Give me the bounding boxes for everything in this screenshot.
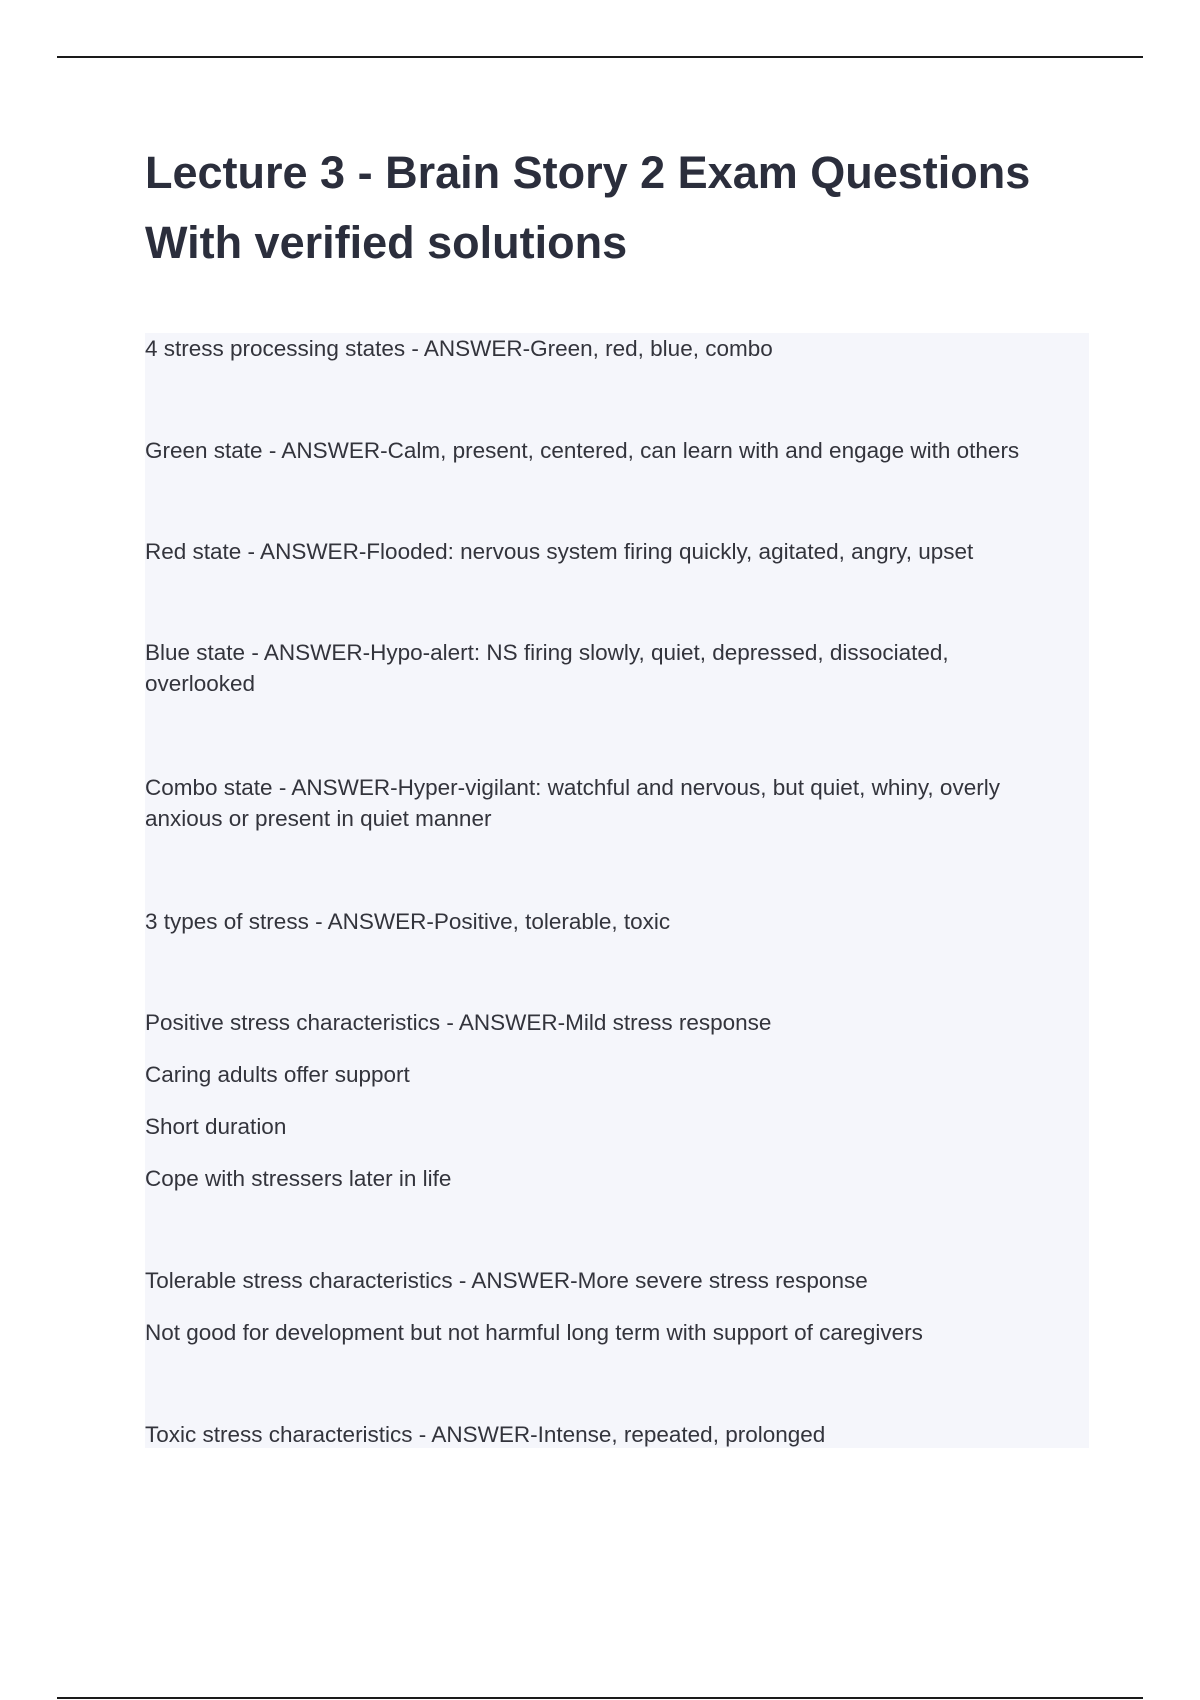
qa-item-types-of-stress bbox=[145, 906, 1089, 937]
qa-text: Combo state - ANSWER-Hyper-vigilant: watchful and nervous, but quiet, whiny, overly bbox=[145, 775, 1000, 800]
top-rule bbox=[57, 56, 1143, 58]
qa-text-continued: anxious or present in quiet manner bbox=[145, 806, 492, 831]
bottom-rule bbox=[57, 1697, 1143, 1699]
qa-detail: Cope with stressers later in life bbox=[145, 1166, 452, 1191]
qa-item-tolerable-stress bbox=[145, 1265, 1089, 1348]
qa-item-blue-state bbox=[145, 637, 1089, 699]
qa-text-continued: overlooked bbox=[145, 671, 256, 696]
qa-detail: Caring adults offer support bbox=[145, 1062, 410, 1087]
qa-text: Red state - ANSWER-Flooded: nervous system firing quickly, agitated, angry, upset bbox=[145, 539, 974, 564]
qa-detail: Short duration bbox=[145, 1114, 287, 1139]
qa-item-combo-state bbox=[145, 772, 1089, 834]
qa-item-stress-processing-states bbox=[145, 333, 1089, 364]
qa-text: Blue state - ANSWER-Hypo-alert: NS firing slowly, quiet, depressed, dissociated, bbox=[145, 640, 949, 665]
qa-text: 4 stress processing states - ANSWER-Green, red, blue, combo bbox=[145, 336, 773, 361]
qa-text: Tolerable stress characteristics - ANSWER-More severe stress response bbox=[145, 1268, 868, 1293]
qa-text: Positive stress characteristics - ANSWER-Mild stress response bbox=[145, 1010, 772, 1035]
qa-item-positive-stress bbox=[145, 1007, 1089, 1194]
qa-text: Green state - ANSWER-Calm, present, centered, can learn with and engage with others bbox=[145, 438, 1020, 463]
qa-item-toxic-stress bbox=[145, 1419, 1089, 1450]
qa-detail: Not good for development but not harmful long term with support of caregivers bbox=[145, 1320, 923, 1345]
qa-text: Toxic stress characteristics - ANSWER-Intense, repeated, prolonged bbox=[145, 1422, 826, 1447]
qa-item-red-state bbox=[145, 536, 1089, 567]
document-title: Lecture 3 - Brain Story 2 Exam Questions With verified solutions bbox=[145, 147, 1031, 268]
qa-text: 3 types of stress - ANSWER-Positive, tolerable, toxic bbox=[145, 909, 671, 934]
qa-item-green-state bbox=[145, 435, 1089, 466]
